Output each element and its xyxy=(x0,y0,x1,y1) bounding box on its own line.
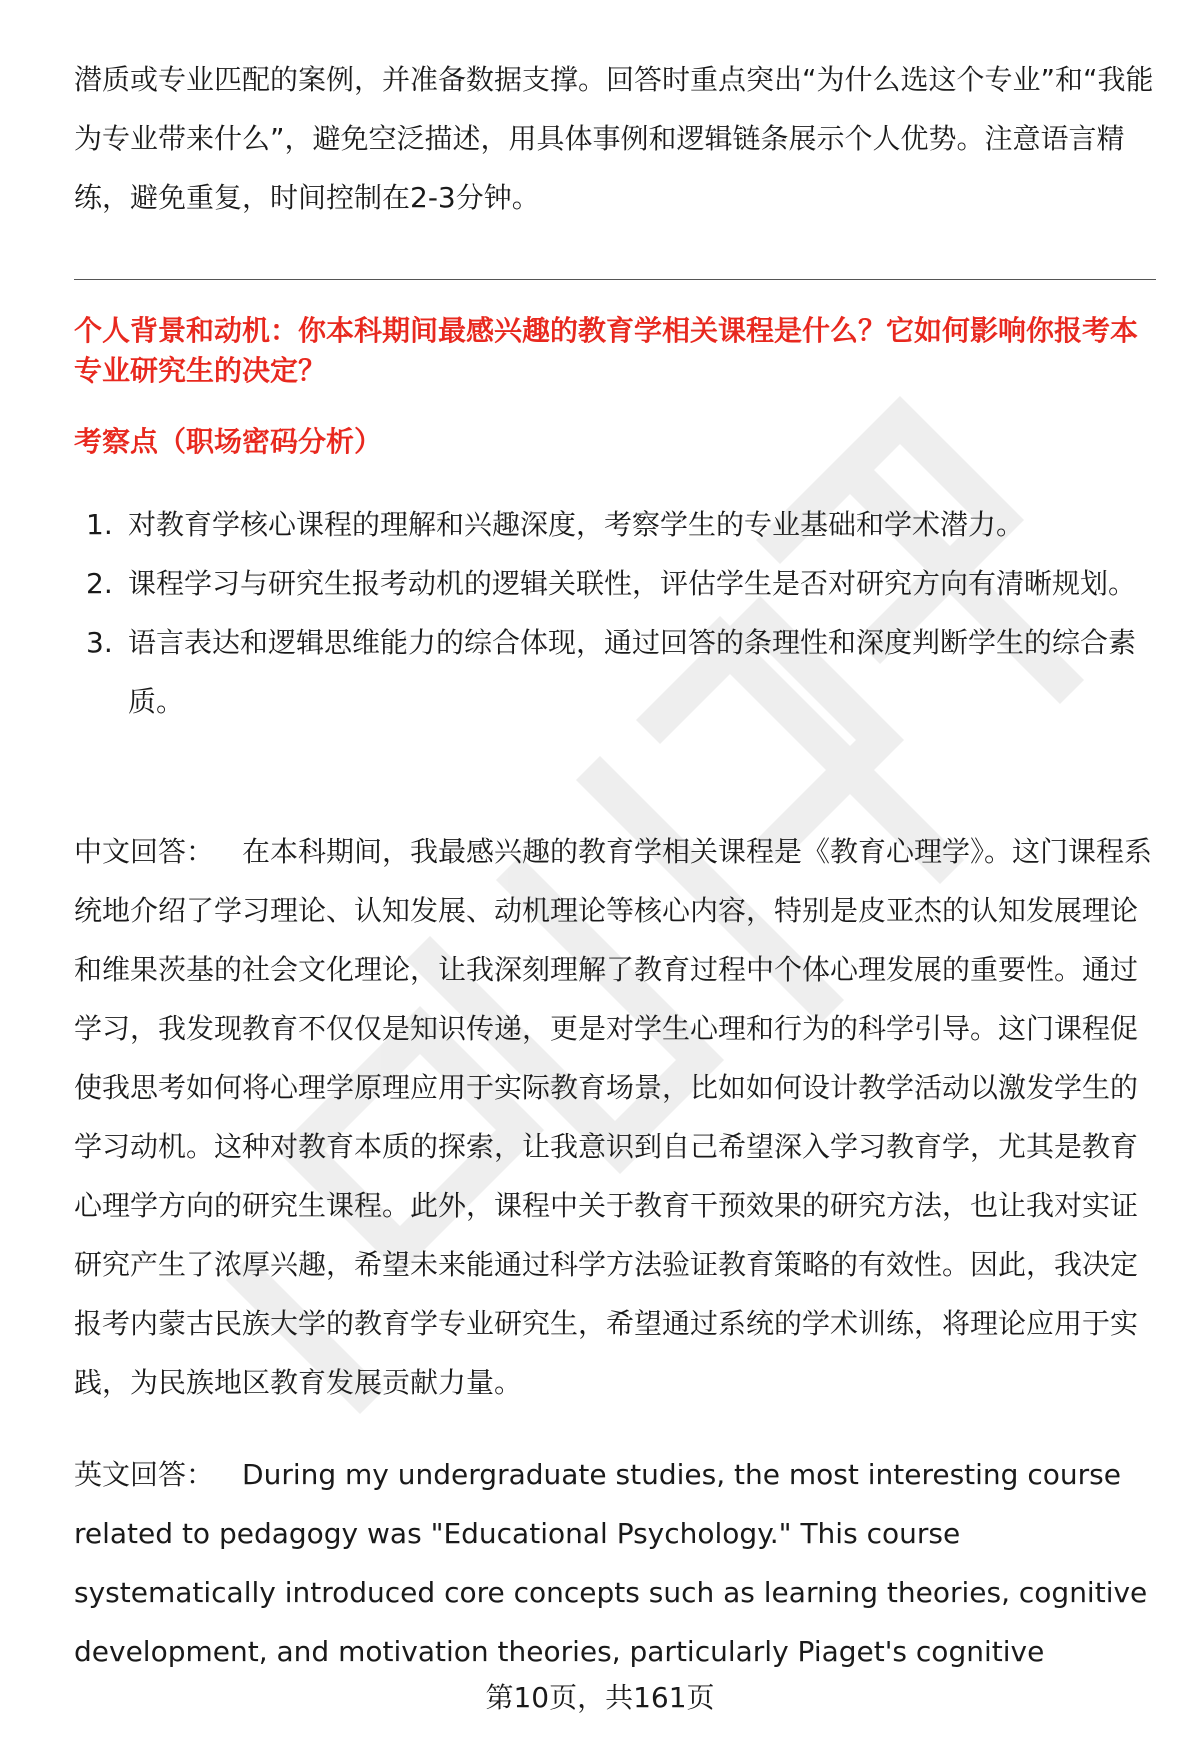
list-item xyxy=(74,554,1154,613)
list-item-number: 2. xyxy=(86,567,113,600)
list-item xyxy=(74,495,1154,554)
english-answer-paragraph xyxy=(74,1445,1154,1681)
page-indicator: 第10页，共161页 xyxy=(485,1681,715,1714)
list-item-text: 课程学习与研究生报考动机的逻辑关联性，评估学生是否对研究方向有清晰规划。 xyxy=(128,567,1137,600)
list-item-number: 1. xyxy=(86,508,113,541)
section-divider xyxy=(74,279,1156,280)
list-item-text: 语言表达和逻辑思维能力的综合体现，通过回答的条理性和深度判断学生的综合素质。 xyxy=(128,626,1137,718)
list-item-number: 3. xyxy=(86,626,113,659)
chinese-answer-paragraph xyxy=(74,822,1154,1412)
question-heading: 个人背景和动机：你本科期间最感兴趣的教育学相关课程是什么？它如何影响你报考本专业研究生的决定？ xyxy=(74,314,1139,387)
intro-paragraph: 潜质或专业匹配的案例，并准备数据支撑。回答时重点突出“为什么选这个专业”和“我能为专业带来什么”，避免空泛描述，用具体事例和逻辑链条展示个人优势。注意语言精练，避免重复，时间控制在2-3分钟。 xyxy=(74,63,1154,214)
chinese-answer-label: 中文回答： xyxy=(74,835,215,868)
english-answer-label: 英文回答： xyxy=(74,1458,215,1491)
assessment-points-title: 考察点（职场密码分析） xyxy=(74,425,383,458)
list-item xyxy=(74,613,1154,731)
list-item-text: 对教育学核心课程的理解和兴趣深度，考察学生的专业基础和学术潜力。 xyxy=(128,508,1025,541)
chinese-answer-text: 在本科期间，我最感兴趣的教育学相关课程是《教育心理学》。这门课程系统地介绍了学习理论、认知发展、动机理论等核心内容，特别是皮亚杰的认知发展理论和维果茨基的社会文化理论，让我深刻理解了教育过程中个体心理发展的重要性。通过学习，我发现教育不仅仅是知识传递，更是对学生心理和行为的科学引导。这门课程促使我思考如何将心理学原理应用于实际教育场景，比如如何设计教学活动以激发学生的学习动机。这种对教育本质的探索，让我意识到自己希望深入学习教育学，尤其是教育心理学方向的研究生课程。此外，课程中关于教育干预效果的研究方法，也让我对实证研究产生了浓厚兴趣，希望未来能通过科学方法验证教育策略的有效性。因此，我决定报考内蒙古民族大学的教育学专业研究生，希望通过系统的学术训练，将理论应用于实践，为民族地区教育发展贡献力量。 xyxy=(74,835,1153,1399)
english-answer-text: During my undergraduate studies, the most interesting course related to pedagogy was "Educational Psychology." This course systematically introduced core concepts such as learning theories, cognitive development, and motivation theories, particularly Piaget's cognitive xyxy=(74,1458,1148,1668)
assessment-points-list xyxy=(74,495,1154,731)
